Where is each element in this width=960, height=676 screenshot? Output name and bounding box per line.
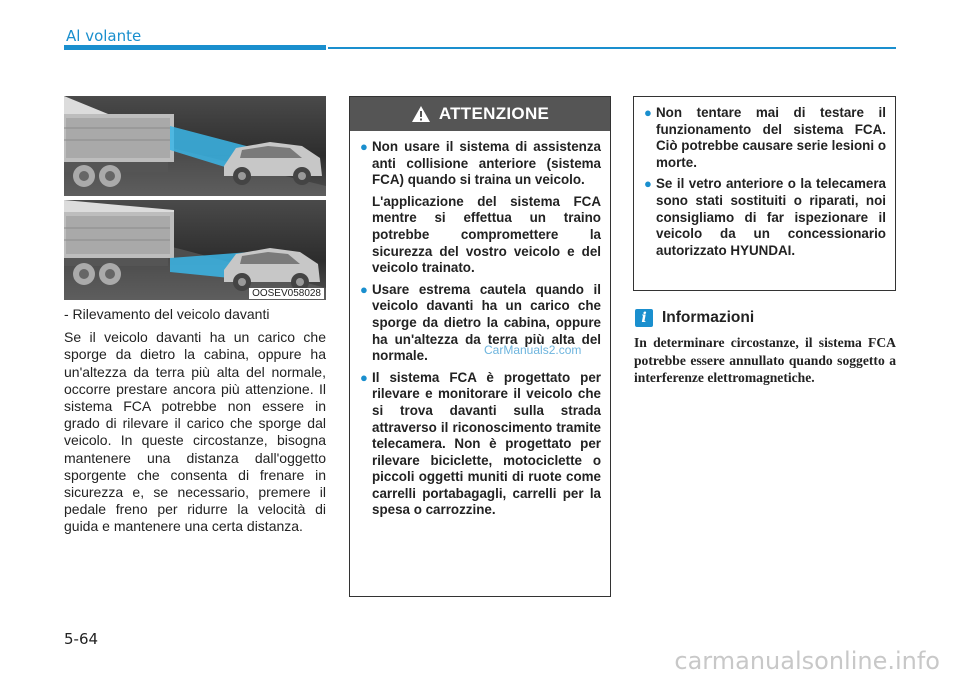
warning-triangle-icon <box>411 105 431 123</box>
bullet-dot-icon: ● <box>360 139 368 154</box>
warning-subparagraph: L'applicazione del sistema FCA mentre si effettua un traino potrebbe compromettere la sicurezza del vostro veicolo e del veicolo trainato. <box>372 193 601 276</box>
warning-title: ATTENZIONE <box>438 104 550 123</box>
header-rule-thin <box>328 47 896 49</box>
bullet-dot-icon: ● <box>644 176 652 192</box>
illustration-truck-overhang <box>64 96 326 196</box>
info-header <box>635 309 754 327</box>
warning-item: ● Non usare il sistema di assistenza anti collisione anteriore (sistema FCA) quando si traina un veicolo. <box>360 139 601 188</box>
illustration-truck-high-clearance <box>64 200 326 300</box>
warning-item: ● Usare estrema cautela quando il veicolo davanti ha un carico che sporge da dietro la cabina, oppure ha un'altezza da terra più alta del normale. <box>360 281 601 364</box>
bullet-dot-icon: ● <box>644 105 652 120</box>
info-title: Informazioni <box>662 309 755 326</box>
section-title: Al volante <box>66 27 142 45</box>
warning-header <box>350 97 610 131</box>
header-rule-thick <box>64 45 326 50</box>
bullet-dot-icon: ● <box>360 281 368 297</box>
bullet-dot-icon: ● <box>360 369 368 385</box>
figure-caption: - Rilevamento del veicolo davanti <box>64 306 270 322</box>
footer-watermark: carmanualsonline.info <box>674 647 940 675</box>
page-number: 5-64 <box>64 630 99 648</box>
warning-item: ● Non tentare mai di testare il funzionamento del sistema FCA. Ciò potrebbe causare serie lesioni o morte. <box>644 105 886 170</box>
info-icon: i <box>635 309 653 327</box>
left-column <box>64 306 326 536</box>
left-body-paragraph: Se il veicolo davanti ha un carico che sporge da dietro la cabina, oppure ha un'altezza da terra più alta del normale, occorre prestare ancora più attenzione. Il sistema FCA potrebbe non essere in grado di rilevare il carico che sporge dal veicolo. In queste circostanze, bisogna mantenere una distanza dall'oggetto sporgente che consenta di frenare in sicurezza e, se necessario, premere il pedale freno per ridurre la velocità di guida e mantenere una certa distanza. <box>64 329 326 535</box>
warning-item: ● Se il vetro anteriore o la telecamera sono stati sostituiti o riparati, noi consigliamo di far ispezionare il veicolo da un concessionario autorizzato HYUNDAI. <box>644 176 886 258</box>
watermark-text: CarManuals2.com <box>484 343 582 357</box>
warning-item: ● Il sistema FCA è progettato per rilevare e monitorare il veicolo che si trova davanti sulla strada attraverso il riconoscimento tramite telecamera. Non è progettato per rilevare biciclette, motociclette o piccoli oggetti muniti di ruote come carrelli portabagagli, carrelli per la spesa o carrozzine. <box>360 369 601 518</box>
figure-code: OOSEV058028 <box>249 288 324 299</box>
info-text: In determinare circostanze, il sistema FCA potrebbe essere annullato quando soggetto a interferenze elettromagnetiche. <box>634 335 896 385</box>
warning-continuation-box <box>633 96 896 291</box>
